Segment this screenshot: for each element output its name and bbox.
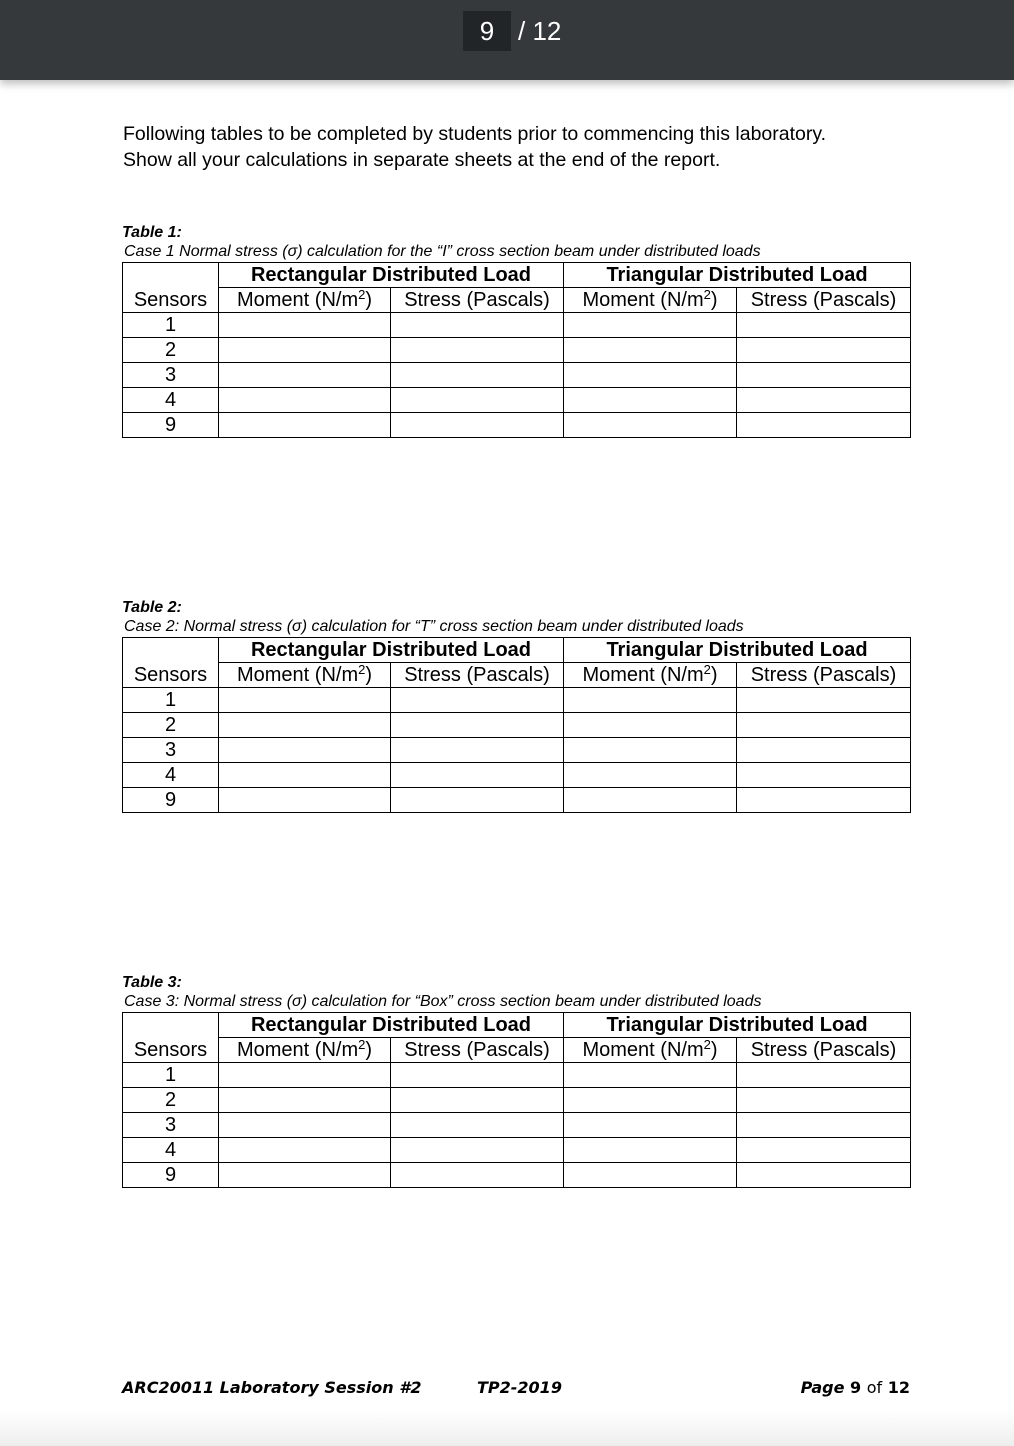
entry-cell[interactable] [564,388,737,413]
entry-cell[interactable] [219,1088,391,1113]
column-header-row [123,1038,911,1063]
moment-exponent: 2 [703,287,711,302]
moment-close: ) [710,1039,718,1061]
table-row [123,1138,911,1163]
moment-exponent: 2 [358,287,366,302]
entry-cell[interactable] [737,713,911,738]
intro-text [123,121,923,173]
moment-exponent: 2 [358,1037,366,1052]
footer-page-total: 12 [887,1378,910,1397]
table-row [123,1063,911,1088]
entry-cell[interactable] [219,338,391,363]
entry-cell[interactable] [564,1163,737,1188]
table-row [123,313,911,338]
stress-header: Stress (Pascals) [737,288,911,313]
entry-cell[interactable] [737,388,911,413]
entry-cell[interactable] [391,763,564,788]
table-title: Table 3: [122,974,182,991]
corner-cell [123,263,219,288]
entry-cell[interactable] [737,738,911,763]
moment-label: Moment (N/m [236,664,359,686]
sensors-header: Sensors [123,1038,219,1063]
stress-table [122,262,911,438]
sensor-id-cell: 1 [123,1063,219,1088]
entry-cell[interactable] [737,413,911,438]
viewer-bottom-shade [0,1410,1014,1446]
rect-load-header: Rectangular Distributed Load [219,638,564,663]
entry-cell[interactable] [391,413,564,438]
entry-cell[interactable] [391,1113,564,1138]
entry-cell[interactable] [737,1063,911,1088]
tri-load-header: Triangular Distributed Load [564,1013,911,1038]
entry-cell[interactable] [391,363,564,388]
table-row [123,1163,911,1188]
sensor-id-cell: 2 [123,1088,219,1113]
sensor-id-cell: 1 [123,688,219,713]
moment-header [219,1038,391,1063]
entry-cell[interactable] [219,1113,391,1138]
table-row [123,388,911,413]
entry-cell[interactable] [564,713,737,738]
tri-load-header: Triangular Distributed Load [564,638,911,663]
entry-cell[interactable] [564,413,737,438]
entry-cell[interactable] [564,363,737,388]
entry-cell[interactable] [737,338,911,363]
sensor-id-cell: 9 [123,1163,219,1188]
table-row [123,788,911,813]
entry-cell[interactable] [391,713,564,738]
table-row [123,1088,911,1113]
pdf-viewer-toolbar [0,0,1014,80]
rect-load-header: Rectangular Distributed Load [219,1013,564,1038]
moment-close: ) [365,289,373,311]
table-caption: Case 2: Normal stress (σ) calculation for “T” cross section beam under distributed loads [124,618,744,635]
footer-term: TP2-2019 [477,1378,562,1397]
sensor-id-cell: 4 [123,388,219,413]
stress-table [122,1012,911,1188]
table-title: Table 1: [122,224,182,241]
sensor-id-cell: 3 [123,363,219,388]
table-row [123,738,911,763]
sensor-id-cell: 4 [123,763,219,788]
entry-cell[interactable] [219,1163,391,1188]
stress-header: Stress (Pascals) [737,1038,911,1063]
sensor-id-cell: 3 [123,738,219,763]
group-header-row [123,263,911,288]
column-header-row [123,288,911,313]
entry-cell[interactable] [219,363,391,388]
moment-label: Moment (N/m [582,664,704,686]
tri-load-header: Triangular Distributed Load [564,263,911,288]
entry-cell[interactable] [219,388,391,413]
group-header-row [123,638,911,663]
table-row [123,363,911,388]
entry-cell[interactable] [564,688,737,713]
moment-label: Moment (N/m [582,1039,704,1061]
table-row [123,713,911,738]
entry-cell[interactable] [391,788,564,813]
entry-cell[interactable] [391,338,564,363]
entry-cell[interactable] [391,1088,564,1113]
moment-header [219,288,391,313]
moment-header [564,288,737,313]
sensors-header: Sensors [123,663,219,688]
entry-cell[interactable] [737,313,911,338]
moment-header [219,663,391,688]
footer-course: ARC20011 Laboratory Session #2 [122,1378,422,1397]
table-row [123,338,911,363]
entry-cell[interactable] [564,338,737,363]
footer-page-num: 9 [850,1378,862,1397]
entry-cell[interactable] [219,763,391,788]
entry-cell[interactable] [737,1088,911,1113]
entry-cell[interactable] [391,1138,564,1163]
entry-cell[interactable] [391,738,564,763]
corner-cell [123,638,219,663]
table-caption: Case 1 Normal stress (σ) calculation for the “I” cross section beam under distributed loads [124,243,761,260]
entry-cell[interactable] [391,313,564,338]
table-block-3 [122,974,910,1188]
sensor-id-cell: 4 [123,1138,219,1163]
moment-close: ) [365,1039,373,1061]
sensor-id-cell: 9 [123,413,219,438]
entry-cell[interactable] [391,1063,564,1088]
stress-header: Stress (Pascals) [737,663,911,688]
entry-cell[interactable] [391,688,564,713]
table-block-2 [122,599,910,813]
entry-cell[interactable] [564,1088,737,1113]
footer-page-of: of [866,1378,883,1397]
moment-exponent: 2 [358,662,366,677]
moment-header [564,1038,737,1063]
moment-label: Moment (N/m [236,1039,359,1061]
moment-close: ) [710,289,718,311]
entry-cell[interactable] [391,1163,564,1188]
entry-cell[interactable] [564,1113,737,1138]
entry-cell[interactable] [737,688,911,713]
sensors-header: Sensors [123,288,219,313]
entry-cell[interactable] [564,1063,737,1088]
moment-exponent: 2 [703,662,711,677]
intro-line-2: Show all your calculations in separate sheets at the end of the report. [123,149,721,171]
moment-close: ) [710,664,718,686]
table-title: Table 2: [122,599,182,616]
moment-label: Moment (N/m [236,289,359,311]
table-row [123,413,911,438]
entry-cell[interactable] [391,388,564,413]
footer-page-number [801,1378,910,1397]
stress-header: Stress (Pascals) [391,288,564,313]
stress-header: Stress (Pascals) [391,663,564,688]
stress-header: Stress (Pascals) [391,1038,564,1063]
sensor-id-cell: 2 [123,338,219,363]
group-header-row [123,1013,911,1038]
current-page-input[interactable]: 9 [463,11,511,51]
entry-cell[interactable] [737,788,911,813]
table-row [123,763,911,788]
moment-exponent: 2 [703,1037,711,1052]
entry-cell[interactable] [737,1138,911,1163]
sensor-id-cell: 1 [123,313,219,338]
moment-label: Moment (N/m [582,289,704,311]
stress-table [122,637,911,813]
entry-cell[interactable] [737,763,911,788]
entry-cell[interactable] [219,713,391,738]
entry-cell[interactable] [219,413,391,438]
page-footer [122,1378,910,1400]
intro-line-1: Following tables to be completed by students prior to commencing this laboratory. [123,123,827,145]
sensor-id-cell: 9 [123,788,219,813]
entry-cell[interactable] [219,1138,391,1163]
entry-cell[interactable] [219,788,391,813]
table-row [123,688,911,713]
table-row [123,1113,911,1138]
entry-cell[interactable] [737,363,911,388]
entry-cell[interactable] [564,738,737,763]
sensor-id-cell: 3 [123,1113,219,1138]
entry-cell[interactable] [564,763,737,788]
entry-cell[interactable] [564,1138,737,1163]
moment-header [564,663,737,688]
footer-page-word: Page [800,1378,845,1397]
entry-cell[interactable] [737,1163,911,1188]
entry-cell[interactable] [564,788,737,813]
corner-cell [123,1013,219,1038]
rect-load-header: Rectangular Distributed Load [219,263,564,288]
entry-cell[interactable] [219,738,391,763]
entry-cell[interactable] [564,313,737,338]
moment-close: ) [365,664,373,686]
table-block-1 [122,224,910,438]
sensor-id-cell: 2 [123,713,219,738]
entry-cell[interactable] [219,313,391,338]
table-caption: Case 3: Normal stress (σ) calculation for “Box” cross section beam under distributed loads [124,993,762,1010]
column-header-row [123,663,911,688]
entry-cell[interactable] [737,1113,911,1138]
total-pages-label: / 12 [518,15,562,46]
entry-cell[interactable] [219,1063,391,1088]
entry-cell[interactable] [219,688,391,713]
